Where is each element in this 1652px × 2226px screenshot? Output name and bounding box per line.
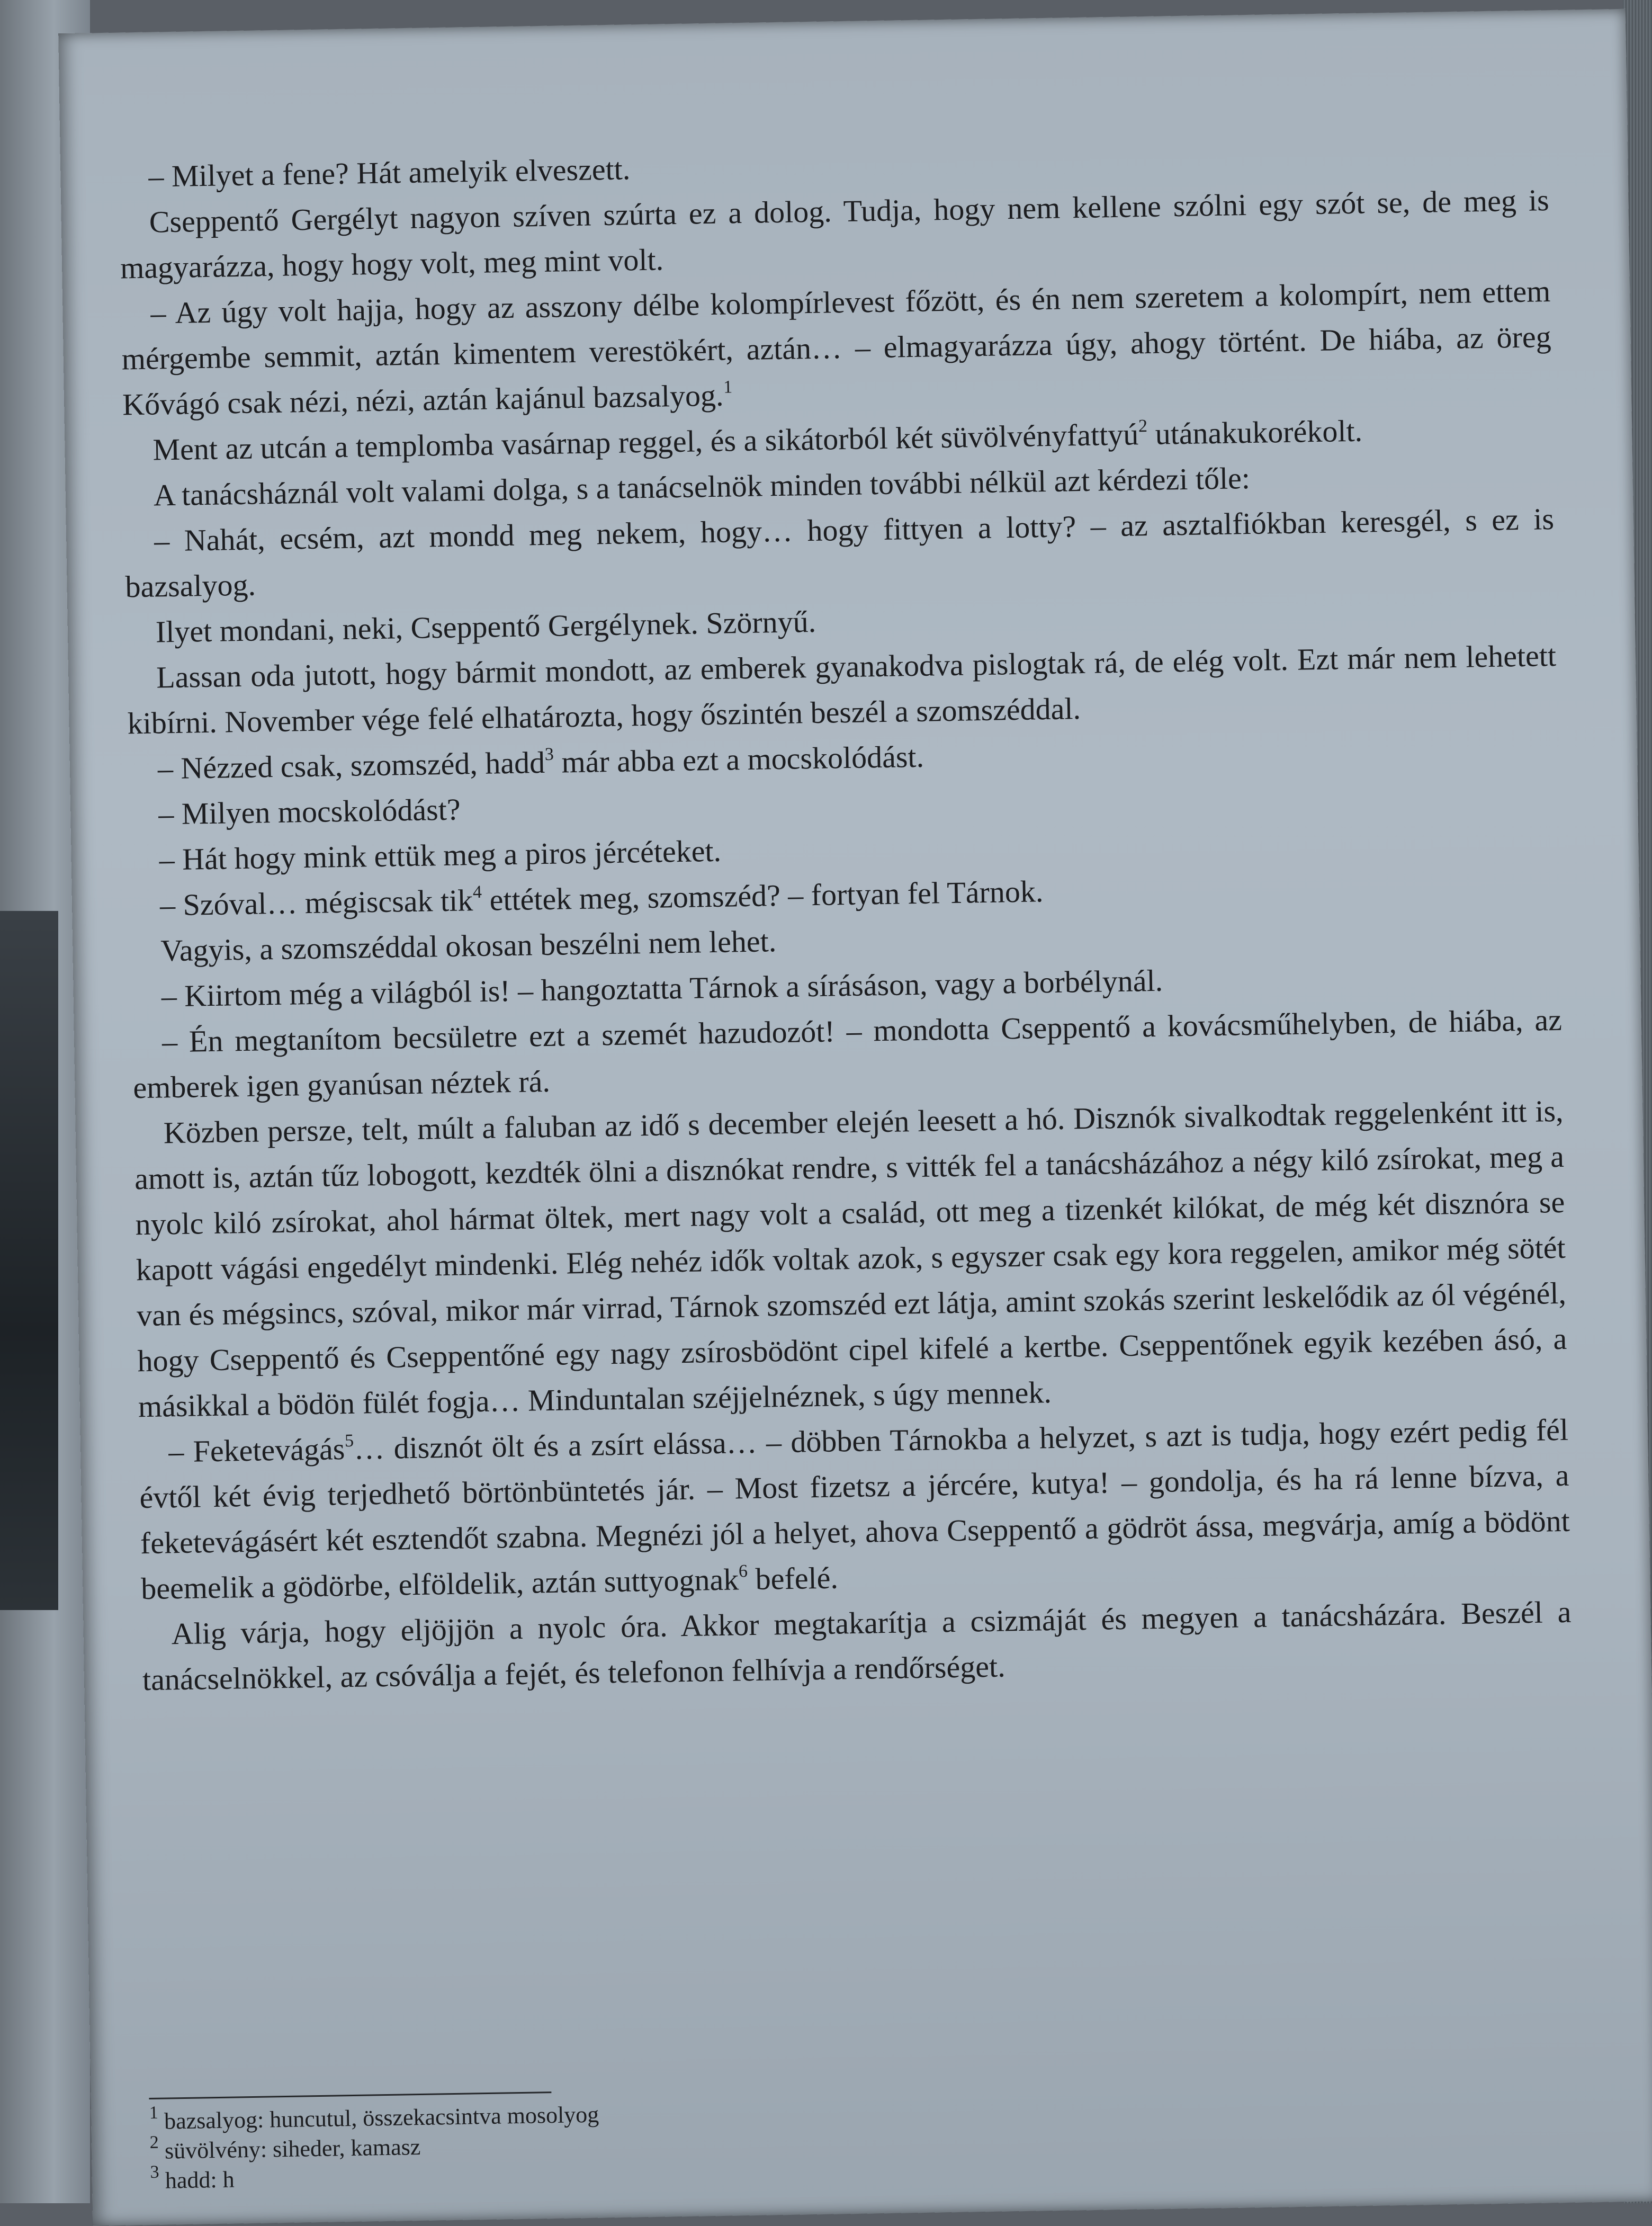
paragraph: – Én megtanítom becsületre ezt a szemét hazudozót! – mondotta Cseppentő a kovácsműhelyben, de hiába, az emberek igen gyanúsan néztek rá. [132,1002,1563,1105]
paragraph: Alig várja, hogy eljöjjön a nyolc óra. Akkor megtakarítja a csizmáját és megyen a tanácsházára. Beszél a tanácselnökkel, az csóválja a fejét, és telefonon felhívja a rendőrséget. [142,1594,1572,1697]
footnote-ref: 1 [723,377,733,397]
paragraph: – Nahát, ecsém, azt mondd meg nekem, hogy… hogy fittyen a lotty? – az asztalfiókban keresgél, s ez is bazsalyog. [125,501,1555,604]
footnote-ref: 2 [1138,416,1148,436]
footnote-ref: 4 [472,882,482,902]
adjacent-page-photo [0,911,58,1610]
paragraph: – Kiirtom még a világból is! – hangoztatta Tárnok a sírásáson, vagy a borbélynál. [161,963,1163,1014]
paragraph: – Az úgy volt hajja, hogy az asszony délbe kolompírlevest főzött, és én nem szeretem a kolompírt, nem ettem mérgembe semmit, aztán kimentem verestökért, aztán… – elmagyarázza úgy, ahogy történt. De hiába, az öreg Kővágó csak nézi, nézi, aztán kajánul bazsalyog.$^1$ [121,274,1552,422]
footnote-ref: 3 [544,744,554,764]
footnote: $^2$ süvölvény: siheder, kamasz [149,2133,421,2164]
footnote: $^3$ hadd: h [150,2162,235,2194]
paragraph: – Milyet a fene? Hát amelyik elveszett. [148,151,631,194]
paragraph: Vagyis, a szomszéddal okosan beszélni nem lehet. [160,924,777,968]
paragraph: – Feketevágás$^5$… disznót ölt és a zsírt elássa… – döbben Tárnokba a helyzet, s azt is tudja, hogy ezért pedig fél évtől két évig terjedhető börtönbüntetés jár. – Most fizetsz a jércére, kutya! – gondolja, és ha rá lenne bízva, a feketevágásért két esztendőt szabna. Megnézi jól a helyet, ahova Cseppentő a gödröt ássa, megvárja, amíg a bödönt beemelik a gödörbe, elföldelik, aztán suttyognak$^6$ befelé. [139,1412,1570,1606]
book-page [58,9,1652,2226]
footnote: $^1$ bazsalyog: huncutul, összekacsintva mosolyog [149,2101,599,2134]
footnote-ref: 5 [344,1431,354,1451]
paragraph: – Szóval… mégiscsak tik$^4$ ettétek meg, szomszéd? – fortyan fel Tárnok. [159,874,1044,923]
paragraph: Lassan oda jutott, hogy bármit mondott, az emberek gyanakodva pislogtak rá, de elég volt. Ezt már nem lehetett kibírni. November vége felé elhatározta, hogy őszintén beszél a szomszéddal. [127,638,1557,741]
footnote-divider [149,2091,551,2099]
paragraph: – Hát hogy mink ettük meg a piros jércéteket. [159,833,722,877]
paragraph: Ilyet mondani, neki, Cseppentő Gergélynek. Szörnyű. [155,604,816,649]
paragraph: Cseppentő Gergélyt nagyon szíven szúrta ez a dolog. Tudja, hogy nem kellene szólni egy szót se, de meg is magyarázza, hogy hogy volt, meg mint volt. [120,183,1549,285]
paragraph: A tanácsháznál volt valami dolga, s a tanácselnök minden további nélkül azt kérdezi tőle: [153,461,1251,513]
paragraph: – Milyen mocskolódást? [158,792,461,832]
paragraph: Ment az utcán a templomba vasárnap reggel, és a sikátorból két süvölvényfattyú$^2$ utánakukorékolt. [152,413,1363,467]
footnote-ref: 6 [738,1561,748,1581]
page-body-text [119,132,1573,1703]
paragraph: – Nézzed csak, szomszéd, hadd$^3$ már abba ezt a mocskolódást. [157,739,924,786]
footnotes [149,2076,1580,2196]
paragraph: Közben persze, telt, múlt a faluban az idő s december elején leesett a hó. Disznók sivalkodtak reggelenként itt is, amott is, aztán tűz lobogott, kezdték ölni a disznókat rendre, s vitték fel a tanácsházához a négy kiló zsírokat, meg a nyolc kiló zsírokat, ahol hármat öltek, mert nagy volt a család, ott meg a tizenkét kilókat, de még két disznóra se kapott vágási engedélyt mindenki. Elég nehéz idők voltak azok, s egyszer csak egy kora reggelen, amikor még sötét van és mégsincs, szóval, mikor már virrad, Tárnok szomszéd ezt látja, amint szokás szerint leskelődik az ól végénél, hogy Cseppentő és Cseppentőné egy nagy zsírosbödönt cipel kifelé a kertbe. Cseppentőnek egyik kezében ásó, a másikkal a bödön fülét fogja… Minduntalan széjjelnéznek, s úgy mennek. [134,1093,1567,1424]
